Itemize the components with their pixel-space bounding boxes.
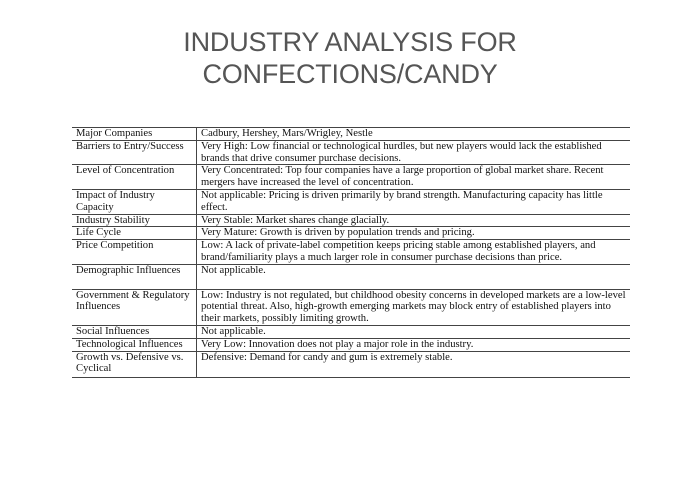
- assessment-cell: Very Stable: Market shares change glacially.: [197, 214, 631, 227]
- assessment-cell: Very Mature: Growth is driven by population trends and pricing.: [197, 227, 631, 240]
- factor-cell: Price Competition: [72, 240, 197, 265]
- table-row-barriers: [72, 140, 630, 165]
- table-row-growth-type: [72, 351, 630, 378]
- factor-cell: Level of Concentration: [72, 165, 197, 190]
- table-row-demographic: [72, 264, 630, 289]
- assessment-cell: Not applicable.: [197, 325, 631, 338]
- factor-cell: Technological Influences: [72, 338, 197, 351]
- factor-cell: Industry Stability: [72, 214, 197, 227]
- table-row-technological: [72, 338, 630, 351]
- assessment-cell: Low: A lack of private-label competition keeps pricing stable among established players, and brand/familiarity plays a much larger role in consumer purchase decisions than price.: [197, 240, 631, 265]
- assessment-cell: Very Low: Innovation does not play a major role in the industry.: [197, 338, 631, 351]
- factor-cell: Life Cycle: [72, 227, 197, 240]
- table-row-stability: [72, 214, 630, 227]
- slide-title-line-1: INDUSTRY ANALYSIS FOR: [183, 27, 517, 57]
- assessment-cell: Not applicable: Pricing is driven primarily by brand strength. Manufacturing capacity has little effect.: [197, 189, 631, 214]
- assessment-cell: Not applicable.: [197, 264, 631, 289]
- table-row-social: [72, 325, 630, 338]
- assessment-cell: Defensive: Demand for candy and gum is extremely stable.: [197, 351, 631, 378]
- assessment-cell: Very Concentrated: Top four companies have a large proportion of global market share. Recent mergers have increased the level of concentration.: [197, 165, 631, 190]
- table-row-regulatory: [72, 289, 630, 325]
- slide-title: [0, 26, 700, 90]
- assessment-cell: Very High: Low financial or technological hurdles, but new players would lack the established brands that drive consumer purchase decisions.: [197, 140, 631, 165]
- industry-analysis-table: [72, 127, 630, 378]
- assessment-cell: Low: Industry is not regulated, but childhood obesity concerns in developed markets are a low-level potential threat. Also, high-growth emerging markets may block entry of established players into their markets, possibly limiting growth.: [197, 289, 631, 325]
- slide-title-line-2: CONFECTIONS/CANDY: [202, 59, 498, 89]
- assessment-cell: Cadbury, Hershey, Mars/Wrigley, Nestle: [197, 128, 631, 141]
- factor-cell: Demographic Influences: [72, 264, 197, 289]
- table-row-major-companies: [72, 128, 630, 141]
- factor-cell: Major Companies: [72, 128, 197, 141]
- table-row-concentration: [72, 165, 630, 190]
- factor-cell: Social Influences: [72, 325, 197, 338]
- factor-cell: Government & Regulatory Influences: [72, 289, 197, 325]
- factor-cell: Impact of Industry Capacity: [72, 189, 197, 214]
- table-row-capacity: [72, 189, 630, 214]
- table-row-life-cycle: [72, 227, 630, 240]
- factor-cell: Growth vs. Defensive vs. Cyclical: [72, 351, 197, 378]
- factor-cell: Barriers to Entry/Success: [72, 140, 197, 165]
- table-row-price-competition: [72, 240, 630, 265]
